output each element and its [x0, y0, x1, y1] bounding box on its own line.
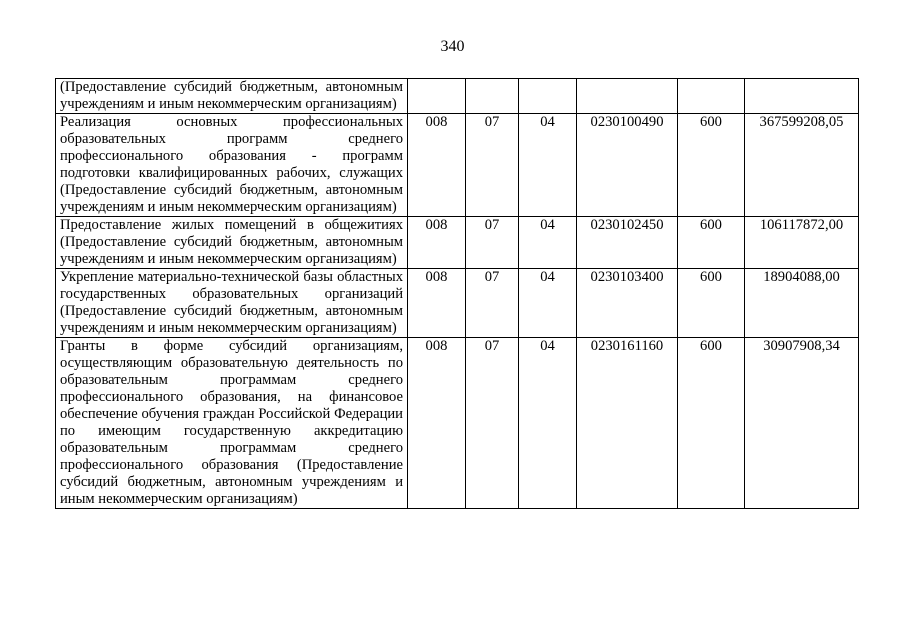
ministry-code: 008 — [408, 114, 466, 217]
target-code: 0230161160 — [577, 338, 678, 509]
amount — [745, 79, 859, 114]
expense-type-code: 600 — [678, 269, 745, 338]
row-description: Укрепление материально-технической базы областных государственных образовательных организаций (Предоставление субсидий бюджетным, автономным учреждениям и иным некоммерческим организациям) — [56, 269, 408, 338]
subsection-code: 04 — [519, 114, 577, 217]
table-row — [56, 114, 859, 217]
subsection-code: 04 — [519, 269, 577, 338]
ministry-code: 008 — [408, 269, 466, 338]
budget-table — [55, 78, 859, 509]
row-description: Реализация основных профессиональных образовательных программ среднего профессионального образования - программ подготовки квалифицированных рабочих, служащих (Предоставление субсидий бюджетным, автономным учреждениям и иным некоммерческим организациям) — [56, 114, 408, 217]
target-code: 0230102450 — [577, 217, 678, 269]
amount: 18904088,00 — [745, 269, 859, 338]
amount: 30907908,34 — [745, 338, 859, 509]
ministry-code: 008 — [408, 217, 466, 269]
subsection-code: 04 — [519, 217, 577, 269]
table-row — [56, 269, 859, 338]
page-number: 340 — [440, 38, 465, 55]
row-description: Предоставление жилых помещений в общежитиях (Предоставление субсидий бюджетным, автономным учреждениям и иным некоммерческим организациям) — [56, 217, 408, 269]
expense-type-code: 600 — [678, 338, 745, 509]
target-code — [577, 79, 678, 114]
amount: 106117872,00 — [745, 217, 859, 269]
table-row — [56, 217, 859, 269]
subsection-code: 04 — [519, 338, 577, 509]
expense-type-code — [678, 79, 745, 114]
expense-type-code: 600 — [678, 114, 745, 217]
table-row — [56, 79, 859, 114]
section-code: 07 — [466, 217, 519, 269]
section-code: 07 — [466, 114, 519, 217]
ministry-code: 008 — [408, 338, 466, 509]
target-code: 0230103400 — [577, 269, 678, 338]
section-code — [466, 79, 519, 114]
expense-type-code: 600 — [678, 217, 745, 269]
row-description: Гранты в форме субсидий организациям, осуществляющим образовательную деятельность по образовательным программам среднего профессионального образования, на финансовое обеспечение обучения граждан Российской Федерации по имеющим государственную аккредитацию образовательным программам среднего профессионального образования (Предоставление субсидий бюджетным, автономным учреждениям и иным некоммерческим организациям) — [56, 338, 408, 509]
table-row — [56, 338, 859, 509]
subsection-code — [519, 79, 577, 114]
target-code: 0230100490 — [577, 114, 678, 217]
amount: 367599208,05 — [745, 114, 859, 217]
ministry-code — [408, 79, 466, 114]
row-description: (Предоставление субсидий бюджетным, автономным учреждениям и иным некоммерческим организациям) — [56, 79, 408, 114]
section-code: 07 — [466, 269, 519, 338]
section-code: 07 — [466, 338, 519, 509]
